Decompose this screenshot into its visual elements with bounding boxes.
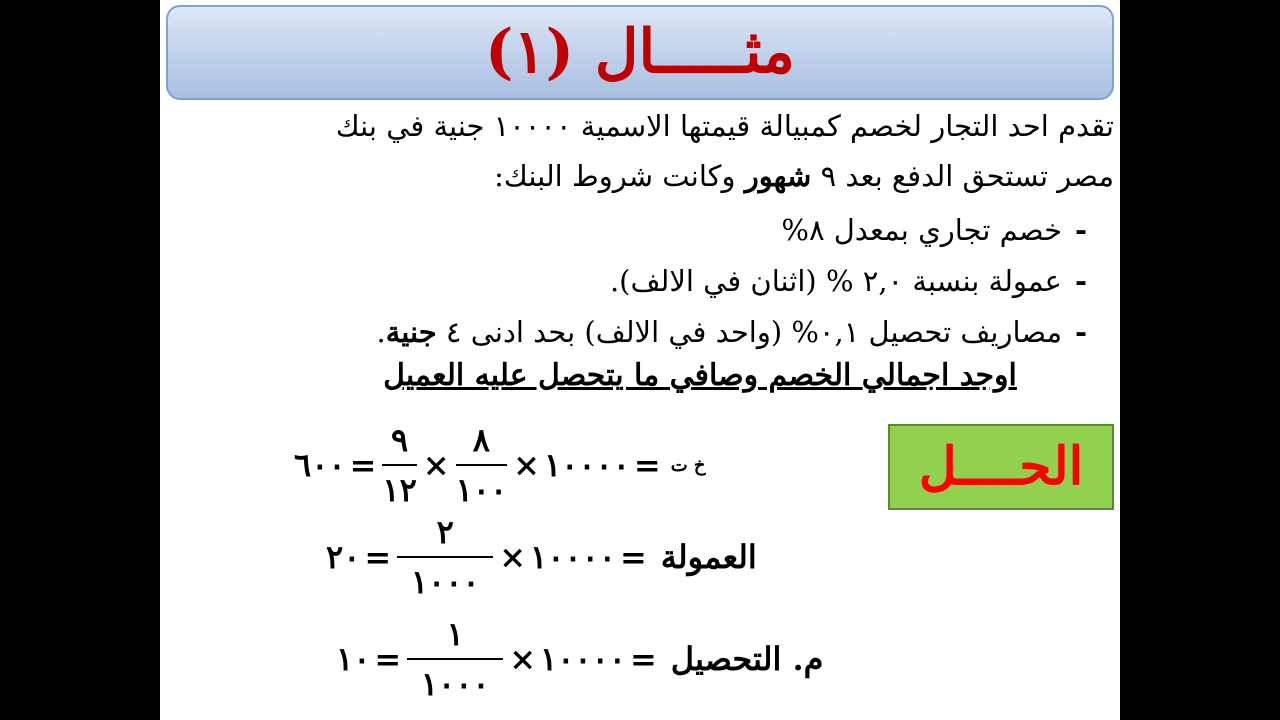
slide-title: مثـــــال (١) [485, 17, 795, 87]
times-sign: × [509, 640, 536, 678]
fraction-bar [456, 464, 508, 466]
solution-box [888, 424, 1114, 510]
fraction-months [382, 420, 416, 510]
fraction-bar [382, 464, 416, 466]
bullet-commission [610, 258, 1100, 304]
discount-equation [294, 420, 706, 510]
denominator: ١٠٠٠ [420, 665, 490, 703]
equals-sign: = [619, 538, 647, 576]
result: ١٠ [336, 640, 371, 678]
bullet-text: مصاريف تحصيل ٠,١% (واحد في الالف) بحد ادنى ٤ [436, 315, 1062, 349]
denominator: ١٠٠ [455, 471, 508, 509]
result: ٦٠٠ [294, 446, 346, 484]
principal: ١٠٠٠٠ [540, 640, 626, 678]
equation-label: العمولة [660, 538, 757, 576]
fraction-bar [407, 658, 503, 660]
equals-sign: = [364, 538, 392, 576]
question: اوجد اجمالي الخصم وصافي ما يتحصل عليه العميل [383, 358, 1017, 393]
fraction-collection [407, 614, 503, 704]
bullet-end: . [376, 315, 386, 349]
principal: ١٠٠٠٠ [543, 446, 630, 484]
collection-equation [336, 614, 823, 704]
denominator: ١٠٠٠ [410, 563, 480, 601]
bullet-text: عمولة بنسبة ٢,٠ % (اثنان في الالف). [609, 264, 1062, 298]
bullet-text: خصم تجاري بمعدل ٨% [781, 213, 1062, 247]
equals-sign: = [349, 446, 377, 484]
bullet-collection-fees [377, 309, 1101, 355]
fraction-rate [456, 420, 508, 510]
pound-word: جنية [385, 315, 437, 349]
fraction-commission [397, 512, 493, 602]
equals-sign: = [633, 446, 661, 484]
intro-line-1: تقدم احد التجار لخصم كمبيالة قيمتها الاسمية ١٠٠٠٠ جنية في بنك [335, 109, 1114, 143]
intro-line-2 [494, 154, 1114, 198]
title-banner [166, 5, 1114, 100]
numerator: ٩ [390, 421, 409, 459]
equation-label: م. التحصيل [670, 640, 824, 678]
equation-label: خ ت [670, 454, 706, 476]
months-word: شهور [744, 159, 812, 193]
numerator: ٨ [472, 421, 490, 459]
solution-label: الحــــل [918, 436, 1084, 497]
fraction-bar [397, 556, 493, 558]
denominator: ١٢ [382, 471, 417, 509]
times-sign: × [499, 538, 526, 576]
commission-equation [326, 512, 757, 602]
bullet-dash: - [1074, 264, 1088, 298]
result: ٢٠ [326, 538, 361, 576]
numerator: ٢ [436, 513, 454, 551]
bullet-dash: - [1074, 213, 1088, 247]
bullet-dash: - [1074, 315, 1088, 349]
principal: ١٠٠٠٠ [530, 538, 616, 576]
numerator: ١ [446, 615, 464, 653]
bullet-discount-rate [781, 207, 1100, 253]
equals-sign: = [629, 640, 657, 678]
equals-sign: = [374, 640, 402, 678]
times-sign: × [422, 446, 450, 484]
slide [160, 0, 1120, 720]
intro-line-2-end: وكانت شروط البنك: [494, 159, 745, 193]
times-sign: × [513, 446, 540, 484]
intro-line-2-start: مصر تستحق الدفع بعد ٩ [811, 159, 1114, 193]
